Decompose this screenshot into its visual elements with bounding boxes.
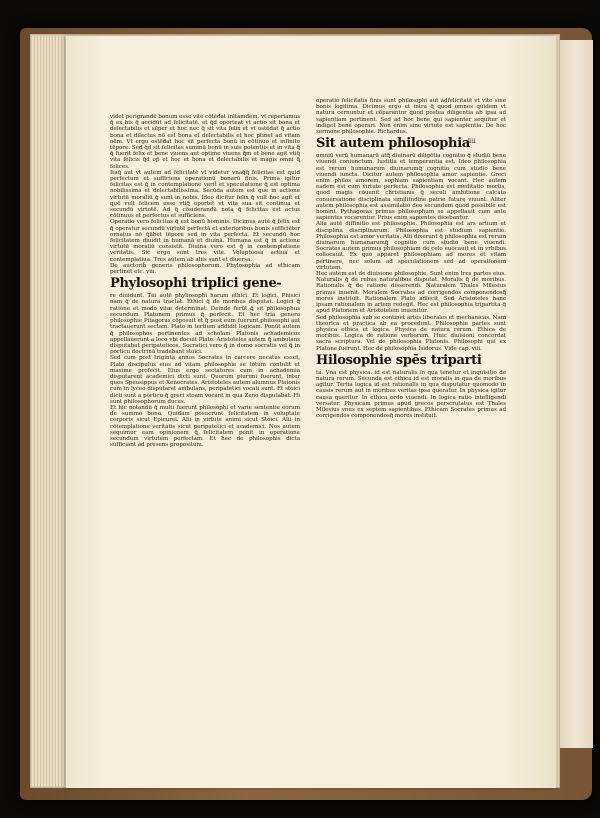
- right-paragraph-2: omniū verū humanarū atq̄ diuinarū diligētia cognitio q̄ studiū bene viuendi coniunctum. Iustitia et temperantia est. Ideo philosophia est rerum humanarum diuinarumq̄ cognitio cum studio bene viuendi iuncta. Dicitur autem philosophia amor sapientie. Greci enim philos amorem, sophiam sapientiam vocant. Hec autem eadem est cum virtute perfecta. Philosophia est meditatio mortis, quod magis cōuenit christianis q̄ seculi ambitione calcata conuersatione disciplinata similitudine patrie futurę viuunt. Aliter autem philosophia est assimilatio deo secundum quod possibile est homini. Pythagoras primus philosophum se appellauit cum ante sapientes vocarentur. Prius enim sapientes dicebantur.: [316, 153, 506, 222]
- right-column: [316, 98, 506, 419]
- right-section-heading-2: Hilosophie spēs triparti: [316, 352, 482, 368]
- left-paragraph-6: Et hic notandū q̄ multi fuerunt philosophi et varie sententie eorum de summo bono. Quidam posuerunt felicitatem in voluptate corporis sicut Epicurei. Alii in virtute animi sicut Stoici. Alii in cōtemplatione veritatis sicut peripatetici et academici. Nos autem sequimur eam opinionem q̄ felicitatem ponit in operatione secundum virtutem perfectam. Et hec de philosophis dicta sufficiant ad presens propositum.: [110, 404, 300, 449]
- folio-number: liii: [468, 138, 476, 145]
- left-paragraph-3: Operatio vero felicitas q̄ est bonū hominis. Dicimus autē q̄ felix est q̄ operatur secundū virtutē perfectā et exterioribus bonis sufficiēter ornatus nō q̄libet tēpore sed in vita perfecta. Et secundū hoc felicitatem diuidit in humanā et diuinā. Humana est q̄ in actione virtutū moraliū consistit. Diuina vero est q̄ in contemplatione veritatis. Sic ergo sunt tres vite. Voluptuosa actiua et contemplatiua. Tres autem ab aliis sunt et diuersa.: [110, 219, 300, 263]
- right-paragraph-6: ta. Vna est physica. id est naturalis in qua tenetur et inquisitio de natura rerum. Secunda est ethica id est moralis in qua de moribus agitur. Tertia logica id est rationalis in qua disputatur quomodo in causis rerum aut in moribus veritas ipsa queratur. In physica igitur causa queritur. In ethica ordo viuendi. In logica ratio intelligendi versatur. Physicam primus apud grecos perscrutatus est Thales Milesius vnus ex septem sapientibus. Ethicam Socrates primus ad corrigendos componendosq̄ mores instituit.: [316, 369, 506, 420]
- page-edges: [32, 36, 68, 786]
- right-section-heading: Sit autem philosophia: [316, 136, 470, 152]
- left-paragraph-5: Sed cum post triginta annos Socrates in carcere necatus esset, Plato discipulus eius ad vitam philosophie se totum contulit et maxime profecit. Eius ergo sectatores cum in achademia disputarent academici dicti sunt. Quorum plurimi fuerunt, inter quos Speusippus et Xenocrates. Aristoteles autem alumnus Platonis cum in lyceo disputaret ambulans, peripatetici vocati sunt. Et stoici dicti sunt a porticu q̄ greci stoam vocant in qua Zeno disputabat. Hi sunt philosophorum duces.: [110, 355, 300, 405]
- right-paragraph-4: Hec autem est de diuisione philosophie. Sunt enim tres partes eius. Naturalis q̄ de rebus naturalibus disputat. Moralis q̄ de moribus. Rationalis q̄ de ratione disserendi. Naturalem Thales Milesius primus inuenit. Moralem Socrates ad corrigendos componendosq̄ mores instituit. Rationalem Plato adiecit. Sed Aristoteles hanc ipsam rationalem in artem redegit. Hec est philosophia tripartita q̄ apud Platonem et Aristotelem inuenitur.: [316, 271, 506, 315]
- right-paragraph-5: Sed philosophia sub se continet artes liberales et mechanicas. Nam theorica et practica ab ea procedunt. Philosophie partes sunt physica ethica et logica. Physica de natura rerum. Ethica de moribus. Logica de ratione verborum. Huic diuisioni concordat sacra scriptura. Vel de philosophia Platonis. Philosophi qui ex Platone fuerunt. Hec de philosophia Isidorus. Vide cap. viii.: [316, 314, 506, 352]
- left-paragraph-1: videt perigrandē bonum esse vite cōtēdat inltamdem. vt reperiamus q̄ ex his q̄ accidūt ad felicitatē. et q̄d oporteat vt actio sit bona et delectabilis et sēper et hoc nec q̄ sit vita felix et vt ostēdat q̄ actio bona et dilectus nō est bona et delectabilis et hoc ptinet ad vitam oēm. Vt ergo ostēdat hoc sit perfecta bonū in cōtinuo et infinito tēpore. Sed q̄d sit felicitas summū bonū in suis potentiis et in vita q̄ q̄ fuerit felix et bene viuens aut optime viuens q̄m et bene agit vtiq̄ vita felicis q̄d op̄ et hoc et bona et delectabilis et magis omni q̄ felices.: [110, 114, 300, 170]
- left-paragraph-2: Itaq̄ aut vt autem ad felicitatē vt videtur vnaq̄q̄ felicitas est quid perfectum et sufficiens operationū bonarū finis. Prima igitur felicitas est q̄ in contemplatione verit̄ et speculatione q̄ est optima nobilissima et delectabilissima. Secūda autem est que in actione virtutū moraliū q̄ sunt in nobis. Ideo dicitur felix q̄ vult hoc agit et quē vult felicem esse vtiq̄ oportet vt vita sua sit continua et secundū virtutē. Ad q̄ cōsiderandū nota q̄ felicitas est actus cōtinuus et perfectus et sufficiens.: [110, 169, 300, 220]
- left-section-heading: Phylosophi triplici gene-: [110, 276, 282, 292]
- left-paragraph-4: re diuidunt. Tiii autē phyliosophi harum ethici. Et logici. Phisici nam q̄ de natura tractat. Ethici q̄ de moribus disputat. Logici q̄ ratione et modo vitæ determinat. Deinde ferūt q̄ sit philosophus secundum Platonem primus q̄ perfecit. Et hec tria genera philosophie Pitagoras cōposuit et q̄ post eum fuerunt philosophi aut tractauerunt sectam. Plato in tertium addidit logicam. Ponūt autem q̄ philosophos pertinentes ad scholam Platonis achademicos appellauerunt a loco vbi docuit Plato. Aristoteles autem q̄ ambulans disputabat peripateticos. Socratici vero q̄ in domo socratis vel q̄ in porticu doctrinā tradebant stoici.: [110, 293, 300, 356]
- left-column: [110, 114, 300, 448]
- right-paragraph-3: Alia autē diffinitio est philosophie. Philosophia est ars artium et disciplina disciplinarum. Philosophia est studium sapientie. Philosophia est amor veritatis. Alii dixerunt q̄ philosophia est rerum diuinarum humanarumq̄ cognitio cum studio bene viuendi. Socrates autem primus philosophiam de celo euocauit et in vrbibus collocauit. Ex quo apparet philosophiam ad mores et vitam pertinere, nec solum ad speculationem sed ad operationem virtutum.: [316, 221, 506, 271]
- right-paragraph-1: operatio felicitatis finis sunt philosophi aut adfelicitatē vt vite sine bonis legitima. Dicimus ergo et intra q̄ quod omnes quidem vt natura cernuntur et cōparantur quod postea diligentia ab ipsa ad sapientiam pertinent. Sed ad hoc bene qui sapienter sequitur et indiget bene operari. Non enim sine virtute est sapientia. De hoc sermone philosophie. Richardus.: [316, 98, 506, 136]
- left-rubric: De auctorib̄ generis philosophorum. Phylosophia ad ethicam pertinet etc. viii.: [110, 262, 300, 276]
